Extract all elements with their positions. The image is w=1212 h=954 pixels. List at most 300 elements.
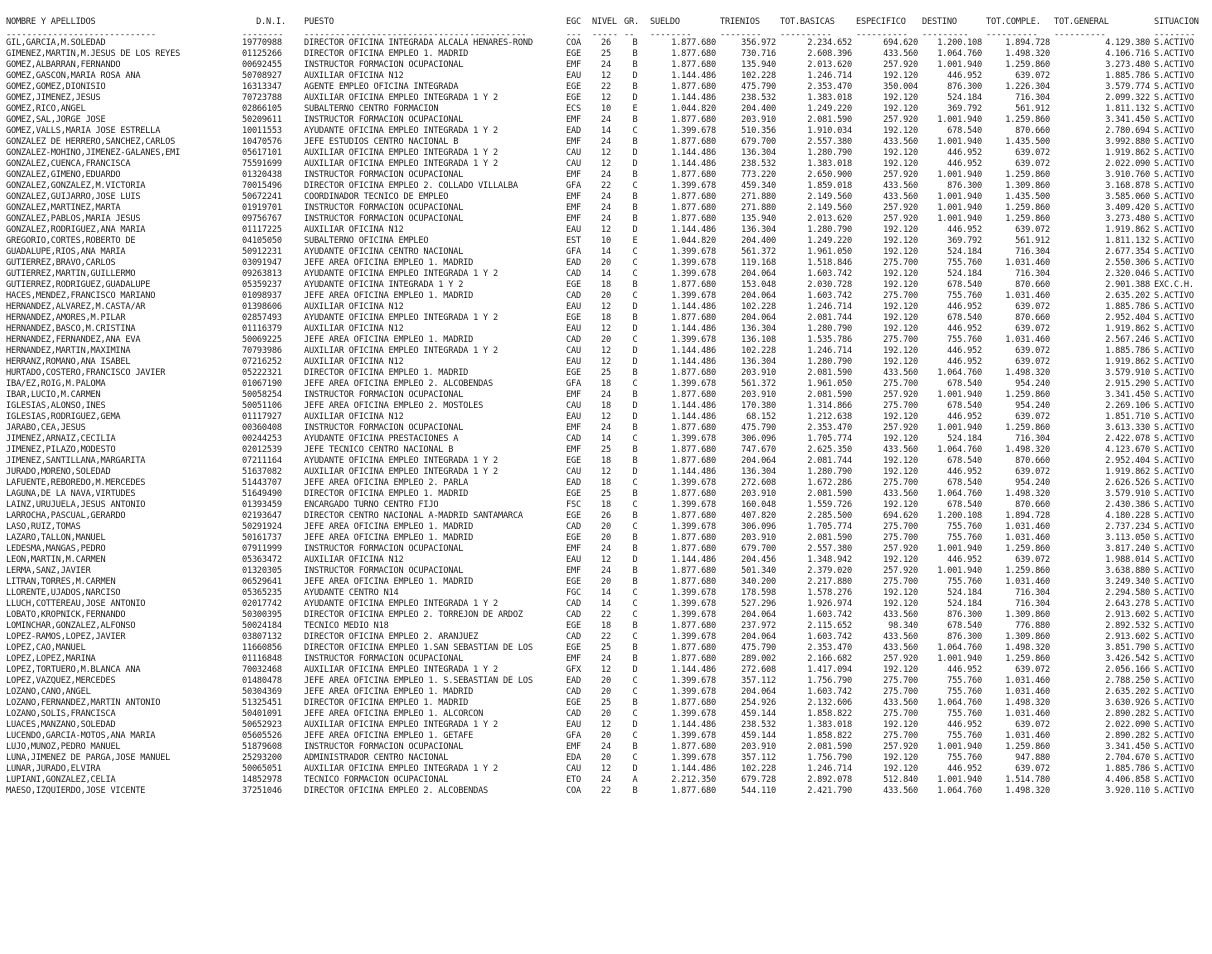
cell-nivel: 14 — [601, 126, 611, 136]
table-row — [4, 643, 1210, 654]
cell-sueldo: 1.877.680 — [671, 38, 716, 48]
table-row — [4, 38, 1210, 49]
cell-situacion: S.ACTIVO — [1154, 599, 1194, 609]
table-row — [4, 544, 1210, 555]
cell-tot-comple: 1.031.460 — [1005, 258, 1050, 268]
cell-trienios: 306.096 — [741, 434, 776, 444]
table-row — [4, 49, 1210, 60]
table-row — [4, 71, 1210, 82]
cell-especifico: 275.700 — [883, 533, 918, 543]
cell-tot-comple: 639.072 — [1015, 302, 1050, 312]
cell-destino: 446.952 — [947, 148, 982, 158]
cell-egc: EAU — [566, 324, 581, 334]
cell-trienios: 102.228 — [741, 302, 776, 312]
table-row — [4, 313, 1210, 324]
table-row — [4, 60, 1210, 71]
cell-dni: 01125266 — [242, 49, 282, 59]
cell-dni: 50672241 — [242, 192, 282, 202]
cell-grupo: D — [632, 71, 638, 81]
cell-especifico: 257.920 — [883, 566, 918, 576]
separator-destino: --------- — [922, 32, 969, 38]
cell-destino: 1.001.940 — [937, 544, 982, 554]
cell-sueldo: 1.877.680 — [671, 511, 716, 521]
cell-name: HERNANDEZ,ALVAREZ,M.CASTA/AR — [6, 302, 146, 312]
cell-tot-comple: 1.031.460 — [1005, 687, 1050, 697]
cell-trienios: 773.220 — [741, 170, 776, 180]
column-header-destino: DESTINO — [922, 17, 957, 27]
cell-situacion: S.ACTIVO — [1154, 93, 1194, 103]
cell-situacion: S.ACTIVO — [1154, 368, 1194, 378]
cell-sueldo: 1.399.678 — [671, 478, 716, 488]
cell-tot-general: 3.817.240 — [1105, 544, 1150, 554]
cell-egc: ECS — [566, 104, 581, 114]
cell-dni: 05222321 — [242, 368, 282, 378]
cell-dni: 06529641 — [242, 577, 282, 587]
cell-dni: 03091947 — [242, 258, 282, 268]
cell-tot-general: 2.635.202 — [1105, 687, 1150, 697]
cell-grupo: B — [632, 456, 638, 466]
cell-tot-general: 3.409.420 — [1105, 203, 1150, 213]
table-row — [4, 137, 1210, 148]
cell-name: GIL,GARCIA,M.SOLEDAD — [6, 38, 106, 48]
cell-especifico: 192.120 — [883, 467, 918, 477]
cell-grupo: C — [632, 379, 638, 389]
cell-name: LEDESMA,MANGAS,PEDRO — [6, 544, 106, 554]
cell-name: LAGUNA,DE LA NAVA,VIRTUDES — [6, 489, 136, 499]
cell-destino: 446.952 — [947, 764, 982, 774]
cell-name: GONZALEZ,GONZALEZ,M.VICTORIA — [6, 181, 146, 191]
table-row — [4, 269, 1210, 280]
cell-tot-basicas: 1.246.714 — [807, 302, 852, 312]
cell-grupo: B — [632, 511, 638, 521]
cell-sueldo: 1.144.486 — [671, 93, 716, 103]
cell-dni: 02857493 — [242, 313, 282, 323]
separator-tot-comple: ---------- — [986, 32, 1038, 38]
cell-dni: 01393459 — [242, 500, 282, 510]
cell-destino: 678.540 — [947, 379, 982, 389]
cell-nivel: 20 — [601, 709, 611, 719]
cell-tot-general: 3.613.330 — [1105, 423, 1150, 433]
cell-puesto: DIRECTOR CENTRO NACIONAL A-MADRID SANTAMARCA — [304, 511, 523, 521]
cell-nivel: 24 — [601, 544, 611, 554]
cell-destino: 446.952 — [947, 346, 982, 356]
cell-egc: EAU — [566, 71, 581, 81]
cell-dni: 70015496 — [242, 181, 282, 191]
cell-situacion: S.ACTIVO — [1154, 247, 1194, 257]
cell-tot-basicas: 1.756.790 — [807, 753, 852, 763]
cell-situacion: S.ACTIVO — [1154, 379, 1194, 389]
cell-name: HERNANDEZ,MARTIN,MAXIMINA — [6, 346, 131, 356]
cell-tot-comple: 1.435.500 — [1005, 137, 1050, 147]
cell-sueldo: 1.144.486 — [671, 225, 716, 235]
cell-destino: 678.540 — [947, 500, 982, 510]
table-row — [4, 599, 1210, 610]
cell-egc: CAD — [566, 610, 581, 620]
table-row — [4, 775, 1210, 786]
cell-nivel: 22 — [601, 632, 611, 642]
cell-especifico: 192.120 — [883, 456, 918, 466]
cell-egc: EAD — [566, 258, 581, 268]
cell-egc: EGE — [566, 93, 581, 103]
cell-grupo: B — [632, 621, 638, 631]
column-header-dni: D.N.I. — [256, 17, 286, 27]
column-header-egc: EGC — [566, 17, 581, 27]
cell-name: GOMEZ,SAL,JORGE JOSE — [6, 115, 106, 125]
cell-dni: 01398606 — [242, 302, 282, 312]
cell-egc: EAU — [566, 555, 581, 565]
cell-dni: 50058254 — [242, 390, 282, 400]
table-row — [4, 181, 1210, 192]
cell-grupo: B — [632, 654, 638, 664]
cell-sueldo: 1.044.820 — [671, 236, 716, 246]
table-row — [4, 291, 1210, 302]
cell-tot-general: 2.704.670 — [1105, 753, 1150, 763]
table-row — [4, 236, 1210, 247]
cell-situacion: S.ACTIVO — [1154, 115, 1194, 125]
cell-puesto: AGENTE EMPLEO OFICINA INTEGRADA — [304, 82, 459, 92]
cell-puesto: AYUDANTE OFICINA PRESTACIONES A — [304, 434, 459, 444]
cell-grupo: B — [632, 313, 638, 323]
cell-puesto: INSTRUCTOR FORMACION OCUPACIONAL — [304, 60, 464, 70]
cell-tot-general: 2.430.386 — [1105, 500, 1150, 510]
cell-tot-basicas: 2.081.590 — [807, 533, 852, 543]
cell-dni: 10011553 — [242, 126, 282, 136]
cell-nivel: 12 — [601, 412, 611, 422]
cell-tot-comple: 1.259.860 — [1005, 566, 1050, 576]
table-row — [4, 423, 1210, 434]
cell-tot-comple: 716.304 — [1015, 247, 1050, 257]
cell-sueldo: 1.399.678 — [671, 610, 716, 620]
cell-destino: 446.952 — [947, 324, 982, 334]
cell-trienios: 289.002 — [741, 654, 776, 664]
cell-tot-general: 3.341.450 — [1105, 115, 1150, 125]
cell-sueldo: 1.877.680 — [671, 280, 716, 290]
table-row — [4, 687, 1210, 698]
cell-grupo: B — [632, 82, 638, 92]
table-row — [4, 390, 1210, 401]
table-row — [4, 412, 1210, 423]
cell-trienios: 679.728 — [741, 775, 776, 785]
cell-tot-general: 2.567.246 — [1105, 335, 1150, 345]
cell-egc: EMF — [566, 654, 581, 664]
cell-egc: EMF — [566, 423, 581, 433]
table-row — [4, 335, 1210, 346]
cell-dni: 05365235 — [242, 588, 282, 598]
cell-name: MAESO,IZQUIERDO,JOSE VICENTE — [6, 786, 146, 796]
cell-sueldo: 1.877.680 — [671, 137, 716, 147]
cell-name: GUTIERREZ,RODRIGUEZ,GUADALUPE — [6, 280, 151, 290]
cell-puesto: AUXILIAR OFICINA EMPLEO INTEGRADA 1 Y 2 — [304, 148, 498, 158]
cell-tot-comple: 1.031.460 — [1005, 533, 1050, 543]
cell-destino: 369.792 — [947, 236, 982, 246]
cell-situacion: S.ACTIVO — [1154, 511, 1194, 521]
cell-name: GOMEZ,GASCON,MARIA ROSA ANA — [6, 71, 141, 81]
cell-situacion: S.ACTIVO — [1154, 698, 1194, 708]
cell-destino: 524.184 — [947, 599, 982, 609]
column-header-puesto: PUESTO — [304, 17, 334, 27]
cell-puesto: INSTRUCTOR FORMACION OCUPACIONAL — [304, 423, 464, 433]
cell-grupo: C — [632, 181, 638, 191]
cell-tot-basicas: 2.892.078 — [807, 775, 852, 785]
cell-situacion: S.ACTIVO — [1154, 731, 1194, 741]
cell-trienios: 203.910 — [741, 489, 776, 499]
cell-egc: EGE — [566, 533, 581, 543]
table-row — [4, 566, 1210, 577]
cell-sueldo: 1.877.680 — [671, 786, 716, 796]
cell-grupo: D — [632, 346, 638, 356]
cell-nivel: 12 — [601, 71, 611, 81]
cell-sueldo: 1.144.486 — [671, 71, 716, 81]
cell-puesto: AUXILIAR OFICINA N12 — [304, 71, 404, 81]
cell-situacion: S.ACTIVO — [1154, 500, 1194, 510]
column-header-tot-basicas: TOT.BASICAS — [780, 17, 835, 27]
cell-trienios: 204.064 — [741, 610, 776, 620]
cell-puesto: ADMINISTRADOR CENTRO NACIONAL — [304, 753, 449, 763]
cell-egc: CAU — [566, 148, 581, 158]
cell-situacion: S.ACTIVO — [1154, 412, 1194, 422]
cell-name: GONZALEZ DE HERRERO,SANCHEZ,CARLOS — [6, 137, 176, 147]
cell-sueldo: 1.399.678 — [671, 687, 716, 697]
table-row — [4, 555, 1210, 566]
cell-dni: 00244253 — [242, 434, 282, 444]
cell-tot-comple: 1.259.860 — [1005, 390, 1050, 400]
cell-puesto: JEFE AREA OFICINA EMPLEO 1. MADRID — [304, 533, 474, 543]
cell-tot-comple: 1.514.780 — [1005, 775, 1050, 785]
cell-nivel: 12 — [601, 346, 611, 356]
cell-nivel: 20 — [601, 335, 611, 345]
cell-name: LOMINCHAR,GONZALEZ,ALFONSO — [6, 621, 136, 631]
cell-nivel: 25 — [601, 445, 611, 455]
cell-tot-comple: 870.660 — [1015, 313, 1050, 323]
column-header-grupo: GR. — [624, 17, 639, 27]
cell-trienios: 357.112 — [741, 676, 776, 686]
cell-name: LUACES,MANZANO,SOLEDAD — [6, 720, 116, 730]
cell-dni: 09756767 — [242, 214, 282, 224]
cell-tot-general: 3.113.050 — [1105, 533, 1150, 543]
cell-grupo: B — [632, 38, 638, 48]
cell-grupo: C — [632, 610, 638, 620]
cell-grupo: B — [632, 566, 638, 576]
cell-grupo: D — [632, 302, 638, 312]
cell-grupo: B — [632, 489, 638, 499]
cell-egc: EAD — [566, 478, 581, 488]
cell-nivel: 24 — [601, 203, 611, 213]
cell-puesto: DIRECTOR OFICINA EMPLEO 1. MADRID — [304, 698, 469, 708]
cell-destino: 446.952 — [947, 412, 982, 422]
cell-situacion: S.ACTIVO — [1154, 104, 1194, 114]
cell-trienios: 238.532 — [741, 159, 776, 169]
cell-tot-general: 2.780.694 — [1105, 126, 1150, 136]
cell-name: GOMEZ,JIMENEZ,JESUS — [6, 93, 101, 103]
table-row — [4, 753, 1210, 764]
cell-dni: 14852978 — [242, 775, 282, 785]
cell-trienios: 730.716 — [741, 49, 776, 59]
cell-tot-general: 3.426.542 — [1105, 654, 1150, 664]
cell-situacion: S.ACTIVO — [1154, 423, 1194, 433]
cell-dni: 01480478 — [242, 676, 282, 686]
cell-trienios: 136.304 — [741, 324, 776, 334]
cell-especifico: 275.700 — [883, 291, 918, 301]
cell-dni: 02866105 — [242, 104, 282, 114]
table-row — [4, 665, 1210, 676]
cell-tot-basicas: 2.081.590 — [807, 742, 852, 752]
cell-sueldo: 1.399.678 — [671, 181, 716, 191]
cell-trienios: 561.372 — [741, 379, 776, 389]
cell-dni: 50051106 — [242, 401, 282, 411]
cell-puesto: AUXILIAR OFICINA N12 — [304, 357, 404, 367]
cell-sueldo: 1.877.680 — [671, 313, 716, 323]
cell-destino: 1.064.760 — [937, 698, 982, 708]
cell-grupo: C — [632, 269, 638, 279]
cell-destino: 1.001.940 — [937, 137, 982, 147]
cell-especifico: 433.560 — [883, 192, 918, 202]
cell-sueldo: 1.877.680 — [671, 643, 716, 653]
table-row — [4, 159, 1210, 170]
cell-tot-general: 2.022.090 — [1105, 159, 1150, 169]
cell-name: LOZANO,SOLIS,FRANCISCA — [6, 709, 116, 719]
cell-especifico: 192.120 — [883, 247, 918, 257]
cell-name: LAZARO,TALLON,MANUEL — [6, 533, 106, 543]
cell-nivel: 25 — [601, 368, 611, 378]
cell-nivel: 24 — [601, 566, 611, 576]
cell-especifico: 433.560 — [883, 698, 918, 708]
table-row — [4, 588, 1210, 599]
cell-situacion: S.ACTIVO — [1154, 346, 1194, 356]
cell-dni: 01116379 — [242, 324, 282, 334]
cell-nivel: 18 — [601, 478, 611, 488]
cell-tot-general: 3.249.340 — [1105, 577, 1150, 587]
cell-sueldo: 1.877.680 — [671, 390, 716, 400]
cell-sueldo: 1.144.486 — [671, 555, 716, 565]
cell-dni: 19770988 — [242, 38, 282, 48]
cell-tot-general: 1.885.786 — [1105, 71, 1150, 81]
cell-tot-comple: 1.259.860 — [1005, 544, 1050, 554]
cell-especifico: 433.560 — [883, 137, 918, 147]
cell-situacion: S.ACTIVO — [1154, 214, 1194, 224]
cell-tot-basicas: 2.132.606 — [807, 698, 852, 708]
cell-dni: 50401091 — [242, 709, 282, 719]
cell-sueldo: 1.144.486 — [671, 665, 716, 675]
table-row — [4, 104, 1210, 115]
cell-especifico: 192.120 — [883, 148, 918, 158]
cell-puesto: JEFE ESTUDIOS CENTRO NACIONAL B — [304, 137, 459, 147]
cell-destino: 1.001.940 — [937, 566, 982, 576]
cell-trienios: 271.880 — [741, 192, 776, 202]
column-header-especifico: ESPECIFICO — [856, 17, 906, 27]
cell-especifico: 257.920 — [883, 170, 918, 180]
cell-nivel: 22 — [601, 181, 611, 191]
table-row — [4, 731, 1210, 742]
cell-tot-general: 3.341.450 — [1105, 390, 1150, 400]
cell-name: LOPEZ,CAO,MANUEL — [6, 643, 86, 653]
cell-tot-basicas: 1.383.018 — [807, 93, 852, 103]
cell-dni: 50652923 — [242, 720, 282, 730]
cell-egc: CAU — [566, 467, 581, 477]
cell-tot-general: 2.626.526 — [1105, 478, 1150, 488]
cell-destino: 1.064.760 — [937, 643, 982, 653]
cell-tot-basicas: 2.650.900 — [807, 170, 852, 180]
cell-situacion: S.ACTIVO — [1154, 577, 1194, 587]
separator-grupo: -- — [624, 32, 635, 38]
cell-tot-general: 2.550.306 — [1105, 258, 1150, 268]
cell-tot-general: 1.885.786 — [1105, 764, 1150, 774]
cell-dni: 50069225 — [242, 335, 282, 345]
cell-puesto: AUXILIAR OFICINA N12 — [304, 302, 404, 312]
cell-egc: CAU — [566, 764, 581, 774]
cell-puesto: AUXILIAR OFICINA EMPLEO INTEGRADA 1 Y 2 — [304, 665, 498, 675]
cell-egc: EMF — [566, 137, 581, 147]
cell-name: LAFUENTE,REBOREDO,M.MERCEDES — [6, 478, 146, 488]
cell-tot-basicas: 2.353.470 — [807, 423, 852, 433]
cell-name: JARABO,CEA,JESUS — [6, 423, 86, 433]
cell-egc: FSC — [566, 500, 581, 510]
cell-sueldo: 2.212.350 — [671, 775, 716, 785]
cell-tot-general: 3.630.926 — [1105, 698, 1150, 708]
cell-nivel: 24 — [601, 423, 611, 433]
cell-trienios: 178.598 — [741, 588, 776, 598]
cell-destino: 524.184 — [947, 93, 982, 103]
cell-grupo: B — [632, 137, 638, 147]
cell-especifico: 275.700 — [883, 478, 918, 488]
cell-tot-general: 2.890.282 — [1105, 731, 1150, 741]
cell-situacion: S.ACTIVO — [1154, 533, 1194, 543]
cell-especifico: 192.120 — [883, 269, 918, 279]
cell-name: LLORENTE,UJADOS,NARCISO — [6, 588, 121, 598]
cell-destino: 1.064.760 — [937, 489, 982, 499]
cell-dni: 00692455 — [242, 60, 282, 70]
cell-tot-comple: 1.498.320 — [1005, 786, 1050, 796]
cell-tot-comple: 716.304 — [1015, 588, 1050, 598]
cell-especifico: 192.120 — [883, 412, 918, 422]
cell-especifico: 257.920 — [883, 390, 918, 400]
payroll-table — [4, 16, 1210, 797]
cell-dni: 01116848 — [242, 654, 282, 664]
cell-egc: CAU — [566, 159, 581, 169]
cell-tot-comple: 870.660 — [1015, 126, 1050, 136]
cell-name: HERNANDEZ,BASCO,M.CRISTINA — [6, 324, 136, 334]
cell-trienios: 68.152 — [746, 412, 776, 422]
table-row — [4, 170, 1210, 181]
cell-egc: EAU — [566, 225, 581, 235]
cell-nivel: 10 — [601, 104, 611, 114]
cell-tot-basicas: 1.578.276 — [807, 588, 852, 598]
cell-tot-comple: 639.072 — [1015, 467, 1050, 477]
cell-name: JIMENEZ,SANTILLANA,MARGARITA — [6, 456, 146, 466]
cell-puesto: DIRECTOR OFICINA EMPLEO 1. MADRID — [304, 489, 469, 499]
cell-especifico: 192.120 — [883, 588, 918, 598]
cell-trienios: 459.144 — [741, 731, 776, 741]
cell-tot-basicas: 2.353.470 — [807, 643, 852, 653]
cell-nivel: 18 — [601, 621, 611, 631]
cell-name: GUTIERREZ,BRAVO,CARLOS — [6, 258, 116, 268]
separator-situacion: -------- — [1154, 32, 1196, 38]
cell-puesto: JEFE AREA OFICINA EMPLEO 1. GETAFE — [304, 731, 474, 741]
cell-tot-general: 2.890.282 — [1105, 709, 1150, 719]
cell-sueldo: 1.877.680 — [671, 544, 716, 554]
cell-grupo: C — [632, 247, 638, 257]
cell-sueldo: 1.399.678 — [671, 434, 716, 444]
cell-tot-basicas: 1.603.742 — [807, 269, 852, 279]
cell-nivel: 12 — [601, 225, 611, 235]
table-row — [4, 621, 1210, 632]
cell-destino: 1.064.760 — [937, 445, 982, 455]
cell-destino: 446.952 — [947, 357, 982, 367]
cell-especifico: 257.920 — [883, 654, 918, 664]
table-row — [4, 720, 1210, 731]
cell-egc: EGE — [566, 698, 581, 708]
cell-sueldo: 1.399.678 — [671, 291, 716, 301]
cell-especifico: 192.120 — [883, 236, 918, 246]
